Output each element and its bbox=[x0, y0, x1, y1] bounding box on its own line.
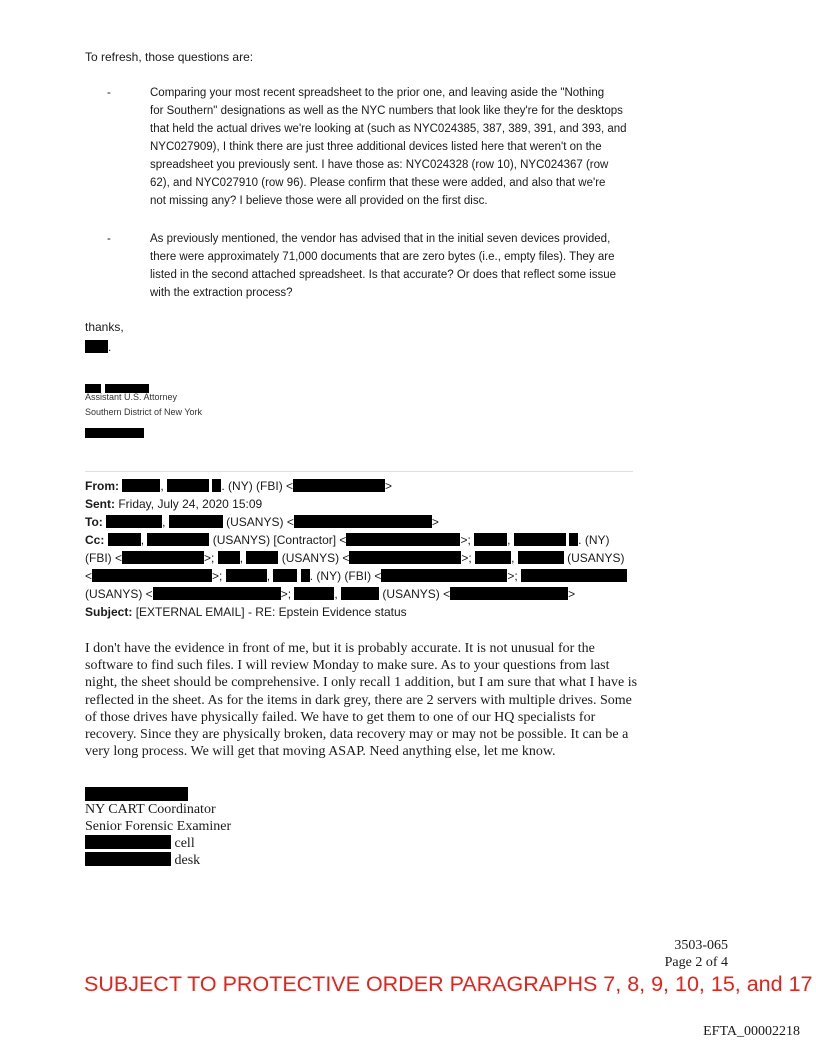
bracket: >; bbox=[507, 569, 518, 583]
protective-order-notice: SUBJECT TO PROTECTIVE ORDER PARAGRAPHS 7, 8, 9, 10, 15, and 17 bbox=[84, 972, 813, 996]
comma: , bbox=[239, 551, 244, 565]
cc-text: . (NY) bbox=[578, 533, 610, 547]
redaction-block bbox=[85, 787, 188, 801]
redaction-block bbox=[301, 569, 310, 582]
redaction-block bbox=[218, 551, 240, 564]
redaction-block bbox=[294, 587, 334, 600]
cc-text: (USANYS) < bbox=[382, 587, 451, 601]
redaction-block bbox=[450, 587, 568, 600]
subject-label: Subject: bbox=[85, 605, 133, 619]
comma: , bbox=[334, 587, 338, 601]
redaction-block bbox=[167, 479, 209, 492]
sign-period: . bbox=[108, 340, 112, 354]
bullet-line: for Southern" designations as well as the NYC numbers that look like they're for the desktops bbox=[150, 105, 623, 117]
page-number: Page 2 of 4 bbox=[664, 955, 728, 970]
from-text: . (NY) (FBI) < bbox=[221, 479, 294, 493]
intro-text: To refresh, those questions are: bbox=[85, 50, 254, 64]
bullet-text bbox=[150, 230, 660, 302]
redaction-block bbox=[518, 551, 564, 564]
cc-line-1 bbox=[85, 531, 610, 549]
redaction-block bbox=[569, 533, 578, 546]
bracket: >; bbox=[212, 569, 223, 583]
subject-value: [EXTERNAL EMAIL] - RE: Epstein Evidence status bbox=[135, 605, 407, 619]
comma: , bbox=[511, 551, 515, 565]
redaction-block bbox=[92, 569, 212, 582]
sig-title-1: NY CART Coordinator bbox=[85, 802, 216, 817]
cc-line-2 bbox=[85, 549, 624, 567]
redaction-block bbox=[226, 569, 267, 582]
redaction-block bbox=[147, 533, 209, 546]
cc-text: . (NY) (FBI) < bbox=[309, 569, 382, 583]
from-label: From: bbox=[85, 479, 119, 493]
thanks-text: thanks, bbox=[85, 320, 124, 334]
redaction-block bbox=[169, 515, 223, 528]
bracket: >; bbox=[280, 587, 292, 601]
comma: , bbox=[160, 479, 164, 493]
cc-label: Cc: bbox=[85, 533, 105, 547]
bullet-line: As previously mentioned, the vendor has advised that in the initial seven devices provided, bbox=[150, 233, 611, 245]
comma: , bbox=[266, 569, 271, 583]
redaction-block bbox=[85, 852, 171, 866]
cc-line-4 bbox=[85, 585, 575, 603]
redaction-block bbox=[122, 479, 160, 492]
bullet-dash: - bbox=[107, 87, 111, 99]
comma: , bbox=[507, 533, 511, 547]
bullet-line: Comparing your most recent spreadsheet to the prior one, and leaving aside the "Nothing bbox=[150, 87, 605, 99]
redaction-block bbox=[349, 551, 461, 564]
signature-office: Southern District of New York bbox=[85, 407, 203, 417]
bracket: >; bbox=[204, 551, 215, 565]
bates-number: EFTA_00002218 bbox=[703, 1024, 800, 1039]
redaction-block bbox=[514, 533, 566, 546]
email-body: I don't have the evidence in front of me, but it is probably accurate. It is not unusual for the software to find such files. I will review Monday to make sure. As to your questions from last night, the sheet should be comprehensive. I only recall 1 addition, but I am sure that what I have is reflected in the sheet. As for the items in dark grey, there are 2 servers with multiple drives. Some of those drives have physically failed. We have to get them to one of our HQ specialists for recovery. Since they are physically broken, data recovery may or may not be possible. It can be a very long process. We will get that moving ASAP. Need anything else, let me know. bbox=[85, 641, 638, 760]
cc-text: (USANYS) < bbox=[85, 587, 153, 601]
bullet-line: spreadsheet you previously sent. I have those as: NYC024328 (row 10), NYC024367 (row bbox=[150, 159, 609, 171]
signature-title: Assistant U.S. Attorney bbox=[85, 392, 178, 402]
subject-line bbox=[85, 603, 407, 621]
bullet-line: there were approximately 71,000 documents that are zero bytes (i.e., empty files). They are bbox=[150, 251, 615, 263]
bracket: > bbox=[431, 515, 439, 529]
sig-title-2: Senior Forensic Examiner bbox=[85, 819, 232, 834]
redaction-block bbox=[246, 551, 278, 564]
redaction-block bbox=[474, 533, 507, 546]
cc-text: (FBI) < bbox=[85, 551, 123, 565]
bullet-line: with the extraction process? bbox=[150, 287, 293, 299]
signature-contact bbox=[85, 423, 144, 441]
bullet-dash: - bbox=[107, 233, 111, 245]
bullet-line: 62), and NYC027910 (row 96). Please confirm that these were added, and also that we're bbox=[150, 177, 606, 189]
redaction-block bbox=[153, 587, 281, 600]
redaction-block bbox=[381, 569, 507, 582]
sig-desk bbox=[85, 852, 200, 869]
to-label: To: bbox=[85, 515, 103, 529]
sent-label: Sent: bbox=[85, 497, 115, 511]
redaction-block bbox=[341, 587, 379, 600]
redaction-block bbox=[122, 551, 204, 564]
comma: , bbox=[140, 533, 145, 547]
redaction-block bbox=[108, 533, 141, 546]
redaction-block bbox=[85, 835, 171, 849]
desk-label: desk bbox=[174, 853, 201, 868]
redaction-block bbox=[106, 515, 162, 528]
redaction-block bbox=[294, 515, 432, 528]
cc-text: (USANYS) [Contractor] < bbox=[212, 533, 347, 547]
cell-label: cell bbox=[174, 836, 195, 851]
bracket: > bbox=[568, 587, 576, 601]
to-text: (USANYS) < bbox=[226, 515, 294, 529]
sent-line bbox=[85, 495, 262, 513]
sent-value: Friday, July 24, 2020 15:09 bbox=[118, 497, 263, 511]
bracket: > bbox=[385, 479, 393, 493]
cc-text: (USANYS) bbox=[567, 551, 625, 565]
bracket: < bbox=[85, 569, 93, 583]
redaction-block bbox=[475, 551, 511, 564]
bullet-line: not missing any? I believe those were all provided on the first disc. bbox=[150, 195, 488, 207]
bullet-line: that held the actual drives we're looking at (such as NYC024385, 387, 389, 391, and 393, and bbox=[150, 123, 627, 135]
from-line bbox=[85, 477, 392, 495]
comma: , bbox=[162, 515, 166, 529]
cc-text: (USANYS) < bbox=[281, 551, 350, 565]
redaction-block bbox=[85, 340, 108, 353]
bracket: >; bbox=[460, 533, 471, 547]
bullet-line: NYC027909), I think there are just three additional devices listed here that weren't on the bbox=[150, 141, 602, 153]
redaction-block bbox=[346, 533, 460, 546]
bullet-line: listed in the second attached spreadsheet. Is that accurate? Or does that reflect some issue bbox=[150, 269, 617, 281]
redaction-block bbox=[293, 479, 385, 492]
redaction-block bbox=[85, 428, 144, 438]
bullet-text bbox=[150, 84, 660, 210]
sender-initials bbox=[85, 340, 111, 354]
bracket: >; bbox=[461, 551, 472, 565]
header-divider bbox=[85, 471, 633, 472]
cc-line-3 bbox=[85, 567, 627, 585]
redaction-block bbox=[521, 569, 627, 582]
redaction-block bbox=[273, 569, 297, 582]
doc-number: 3503-065 bbox=[674, 938, 728, 953]
sig-cell bbox=[85, 835, 195, 852]
to-line bbox=[85, 513, 439, 531]
